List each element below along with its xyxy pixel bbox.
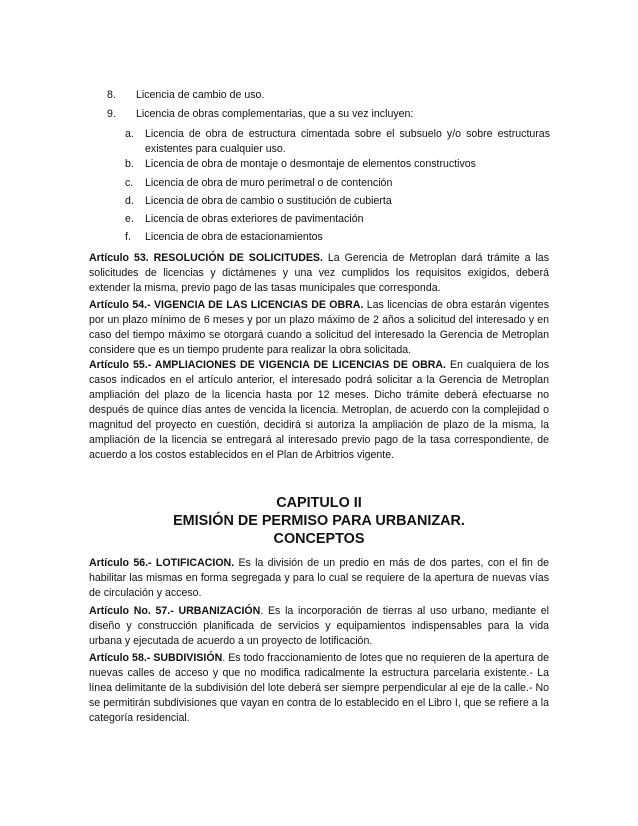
article-55-body: En cualquiera de los casos indicados en el artículo anterior, el interesado podrá solicitar a la Gerencia de Metroplan ampliación del plazo de la licencia hasta por 12 meses. Dicho trámite deberá efectuarse no después de quince días antes de vencida la licencia. Metroplan, de acuerdo con la complejidad o magnitud del proyecto en cuestión, decidirá si autoriza la ampliación de plazo de la misma, la ampliación de la licencia se entregará al interesado previo pago de la tasa correspondiente, de acuerdo a los costos establecidos en el Plan de Arbitrios vigente. bbox=[89, 359, 549, 461]
article-53-title: Artículo 53. RESOLUCIÓN DE SOLICITUDES. bbox=[89, 252, 323, 264]
sublist-item-d: Licencia de obra de cambio o sustitución de cubierta bbox=[145, 195, 392, 207]
sublist-letter-a: a. bbox=[125, 128, 134, 140]
article-53 bbox=[89, 251, 549, 296]
article-55 bbox=[89, 358, 549, 463]
chapter-number: CAPITULO II bbox=[276, 495, 362, 511]
sublist-item-c: Licencia de obra de muro perimetral o de contención bbox=[145, 177, 393, 189]
article-56-body: Es la división de un predio en más de dos partes, con el fin de habilitar las mismas en forma segregada y para lo cual se requiere de la apertura de nuevas vías de circulación y acceso. bbox=[89, 557, 549, 599]
article-56 bbox=[89, 556, 549, 601]
article-57 bbox=[89, 604, 549, 649]
sublist-item-e: Licencia de obras exteriores de pavimentación bbox=[145, 213, 364, 225]
chapter-subtitle: CONCEPTOS bbox=[273, 531, 365, 547]
article-55-title: Artículo 55.- AMPLIACIONES DE VIGENCIA DE LICENCIAS DE OBRA. bbox=[89, 359, 446, 371]
list-item-8: Licencia de cambio de uso. bbox=[136, 89, 265, 101]
sublist-letter-e: e. bbox=[125, 213, 134, 225]
sublist-item-a: Licencia de obra de estructura cimentada sobre el subsuelo y/o sobre estructuras existentes para cualquier uso. bbox=[145, 128, 550, 155]
sublist-item-f: Licencia de obra de estacionamientos bbox=[145, 231, 323, 243]
list-item-9: Licencia de obras complementarias, que a su vez incluyen: bbox=[136, 108, 414, 120]
list-number-9: 9. bbox=[107, 108, 116, 120]
article-57-title: Artículo No. 57.- URBANIZACIÓN bbox=[89, 605, 261, 617]
article-58-title: Artículo 58.- SUBDIVISIÓN bbox=[89, 652, 223, 664]
article-58 bbox=[89, 651, 549, 726]
article-54-body: Las licencias de obra estarán vigentes por un plazo mínimo de 6 meses y por un plazo máximo de 2 años a solicitud del interesado y en caso del tiempo máximo se otorgará cuando a solicitud del interesado la Gerencia de Metroplan considere que es un tiempo prudente para realizar la obra solicitada. bbox=[89, 299, 549, 356]
list-number-8: 8. bbox=[107, 89, 116, 101]
article-58-body: . Es todo fraccionamiento de lotes que no requieren de la apertura de nuevas calles de acceso y que no modifica radicalmente la estructura parcelaria existente.- La línea delimitante de la subdivisión del lote deberá ser siempre perpendicular al eje de la calle.- No se permitirán subdivisiones que vayan en contra de lo establecido en el Libro I, que se refiere a la categoría residencial. bbox=[89, 652, 549, 724]
sublist-letter-b: b. bbox=[125, 158, 134, 170]
sublist-letter-f: f. bbox=[125, 231, 131, 243]
article-54 bbox=[89, 298, 549, 358]
sublist-letter-d: d. bbox=[125, 195, 134, 207]
article-53-body: La Gerencia de Metroplan dará trámite a las solicitudes de licencias y dictámenes y una vez cumplidos los requisitos exigidos, deberá extender la misma, previo pago de las tasas municipales que corresponda. bbox=[89, 252, 549, 294]
article-57-body: . Es la incorporación de tierras al uso urbano, mediante el diseño y construcción planificada de servicios y equipamientos indispensables para la vida urbana y ejecutada de acuerdo a un proyecto de lotificación. bbox=[89, 605, 549, 647]
chapter-title: EMISIÓN DE PERMISO PARA URBANIZAR. bbox=[173, 513, 465, 529]
sublist-item-b: Licencia de obra de montaje o desmontaje de elementos constructivos bbox=[145, 158, 476, 170]
sublist-letter-c: c. bbox=[125, 177, 134, 189]
article-56-title: Artículo 56.- LOTIFICACION. bbox=[89, 557, 235, 569]
article-54-title: Artículo 54.- VIGENCIA DE LAS LICENCIAS DE OBRA. bbox=[89, 299, 364, 311]
